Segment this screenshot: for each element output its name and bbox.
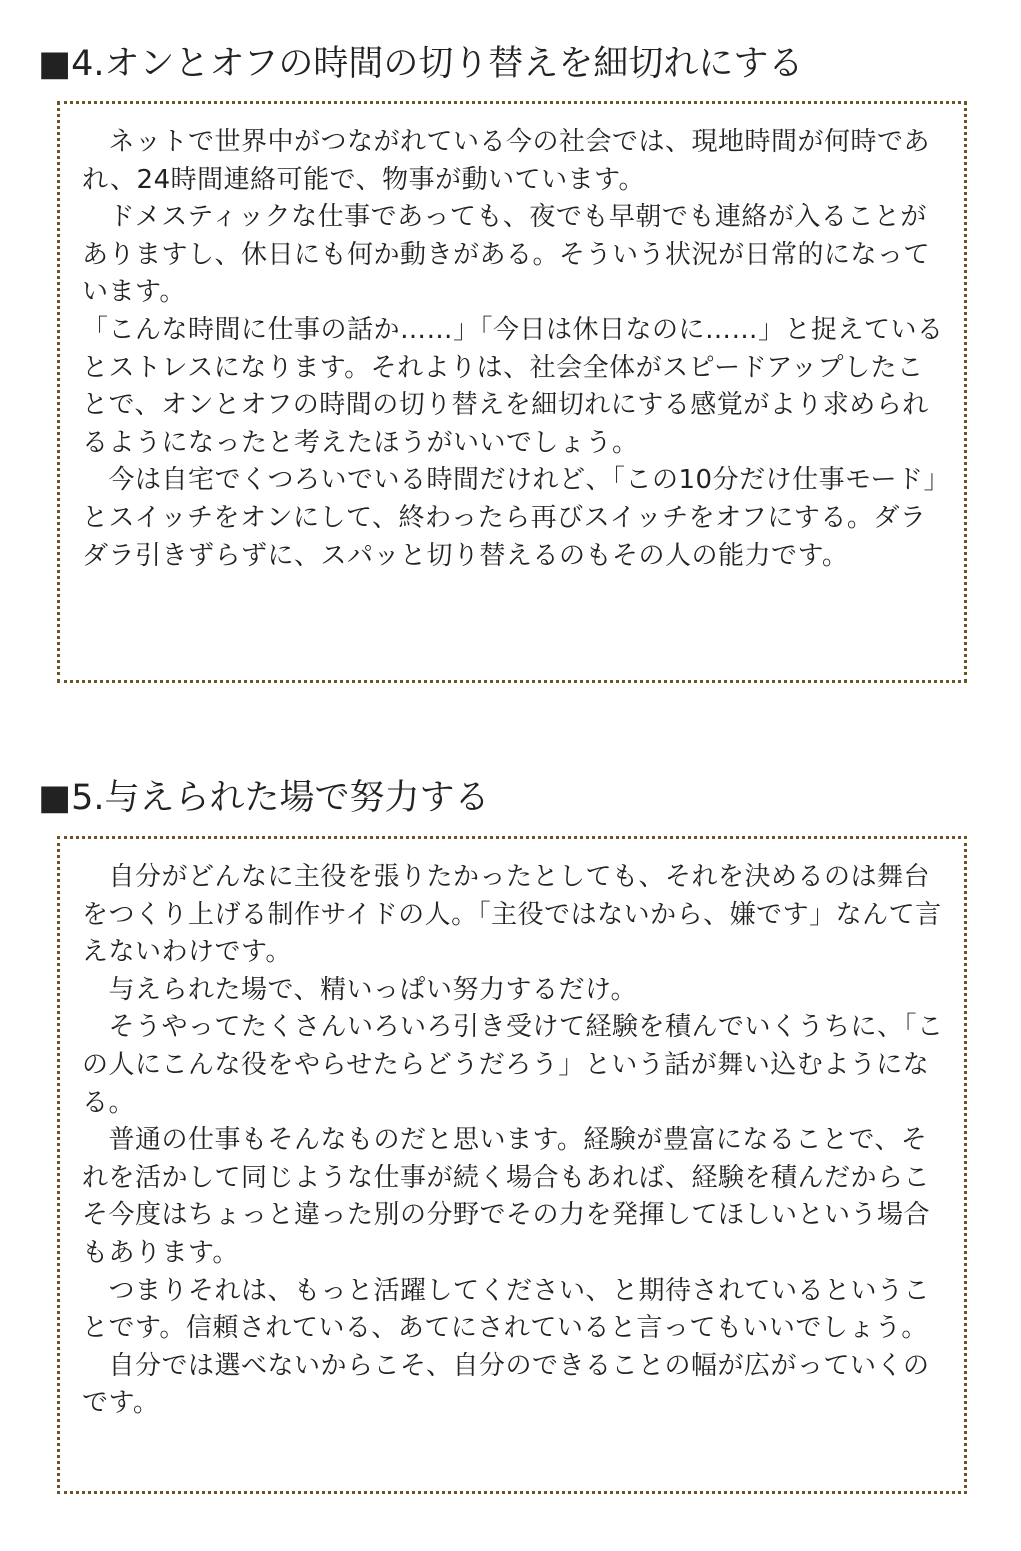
- body-paragraph: つまりそれは、もっと活躍してください、と期待されているということです。信頼されている、あてにされていると言ってもいいでしょう。: [82, 1275, 931, 1344]
- body-paragraph: 自分では選べないからこそ、自分のできることの幅が広がっていくのです。: [82, 1350, 930, 1419]
- body-paragraph: 「こんな時間に仕事の話か……」「今日は休日なのに……」と捉えているとストレスになります。それよりは、社会全体がスピードアップしたことで、オンとオフの時間の切り替えを細切れにする感覚がより求められるようになったと考えたほうがいいでしょう。: [82, 314, 944, 458]
- body-paragraph: そうやってたくさんいろいろ引き受けて経験を積んでいくうちに、「この人にこんな役をやらせたらどうだろう」という話が舞い込むようになる。: [82, 1012, 944, 1118]
- body-paragraph: 今は自宅でくつろいでいる時間だけれど、「この10分だけ仕事モード」とスイッチをオンにして、終わったら再びスイッチをオフにする。ダラダラ引きずらずに、スパッと切り替えるのもその人の能力です。: [82, 465, 938, 571]
- body-paragraph: ネットで世界中がつながれている今の社会では、現地時間が何時であれ、24時間連絡可能で、物事が動いています。: [82, 127, 931, 195]
- body-paragraph: ドメスティックな仕事であっても、夜でも早朝でも連絡が入ることがありますし、休日にも何か動きがある。そういう状況が日常的になっています。: [82, 202, 931, 308]
- body-paragraph: 与えられた場で、精いっぱい努力するだけ。: [82, 974, 637, 1005]
- dotted-text-box: [57, 836, 967, 1494]
- section-heading: ■4.オンとオフの時間の切り替えを細切れにする: [38, 44, 804, 84]
- body-paragraph: 自分がどんなに主役を張りたかったとしても、それを決めるのは舞台をつくり上げる制作サイドの人。「主役ではないから、嫌です」なんて言えないわけです。: [82, 862, 942, 968]
- dotted-text-box: [57, 101, 967, 683]
- body-paragraph: 普通の仕事もそんなものだと思います。経験が豊富になることで、それを活かして同じような仕事が続く場合もあれば、経験を積んだからこそ今度はちょっと違った別の分野でその力を発揮してほしいという場合もあります。: [82, 1125, 931, 1268]
- section-heading: ■5.与えられた場で努力する: [38, 778, 490, 818]
